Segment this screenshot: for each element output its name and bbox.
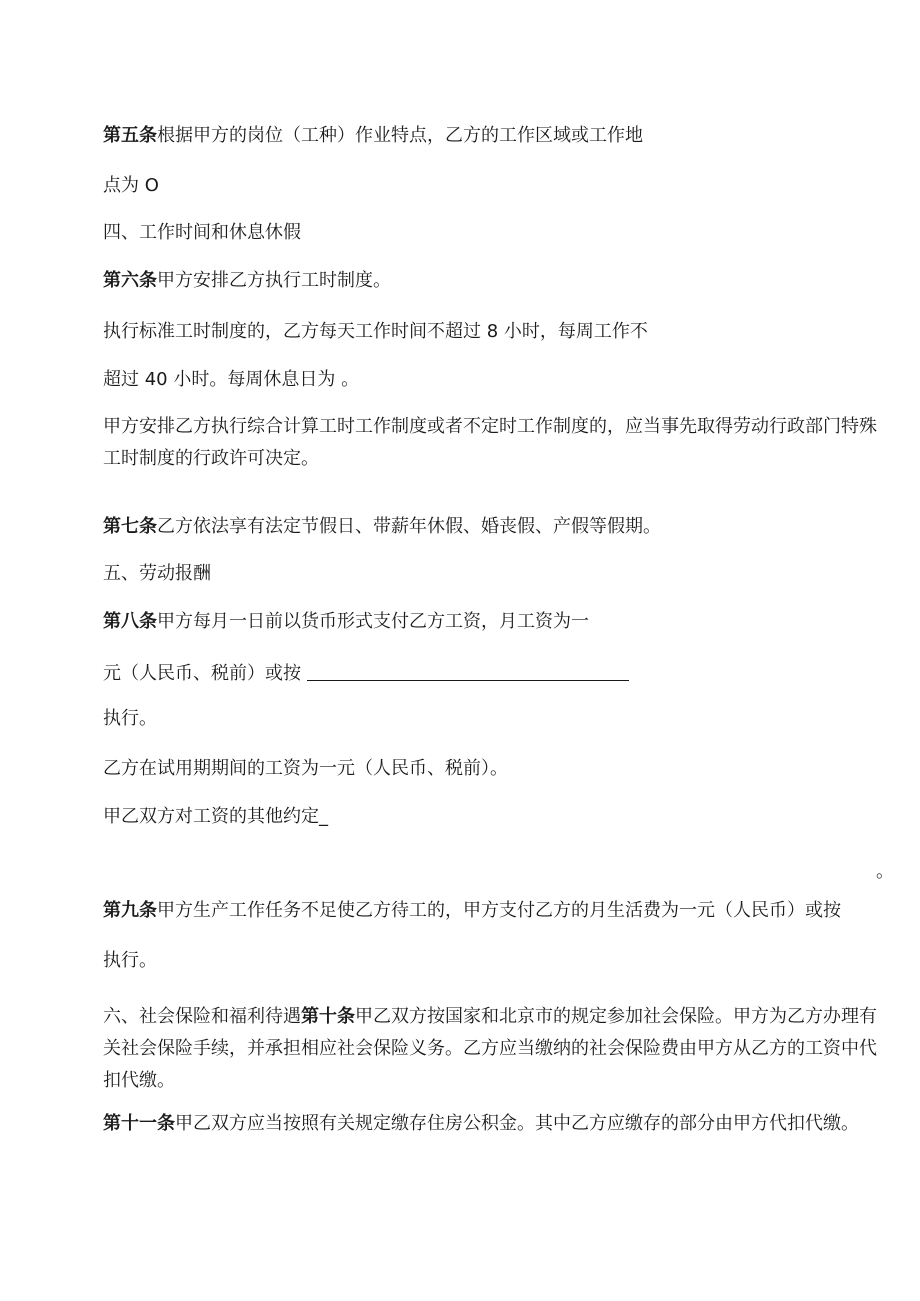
article-8-probation-salary: 乙方在试用期期间的工资为一元（人民币、税前）。 [103, 758, 508, 779]
article-9-execute: 执行。 [103, 950, 157, 971]
article-5-heading: 第五条 [103, 125, 157, 146]
article-8-other-agreement: 甲乙双方对工资的其他约定_ [103, 806, 328, 827]
article-8-text: 甲方每月一日前以货币形式支付乙方工资，月工资为一 [157, 611, 589, 632]
article-8-continuation-text: 元（人民币、税前）或按 [103, 663, 301, 684]
section-5-heading: 五、劳动报酬 [103, 563, 211, 584]
article-10-heading: 第十条 [301, 1006, 355, 1027]
salary-method-blank [307, 660, 629, 681]
article-11-heading: 第十一条 [103, 1113, 175, 1134]
article-7 [103, 515, 661, 539]
article-11 [103, 1112, 859, 1136]
article-8-continuation [103, 660, 629, 686]
article-5-text: 根据甲方的岗位（工种）作业特点，乙方的工作区域或工作地 [157, 125, 643, 146]
article-6-standard-hours: 执行标准工时制度的，乙方每天工作时间不超过 8 小时，每周工作不 [103, 321, 648, 342]
article-11-text: 甲乙双方应当按照有关规定缴存住房公积金。其中乙方应缴存的部分由甲方代扣代缴。 [175, 1113, 859, 1134]
article-8-execute: 执行。 [103, 708, 157, 729]
article-9-text: 甲方生产工作任务不足使乙方待工的，甲方支付乙方的月生活费为一元（人民币）或按 [157, 900, 841, 921]
article-6 [103, 269, 391, 293]
article-6-special-hours: 甲方安排乙方执行综合计算工时工作制度或者不定时工作制度的，应当事先取得劳动行政部门特殊工时制度的行政许可决定。 [103, 416, 877, 469]
article-6-text: 甲方安排乙方执行工时制度。 [157, 270, 391, 291]
article-8 [103, 610, 589, 634]
article-5-continuation: 点为 O [103, 175, 159, 196]
article-7-text: 乙方依法享有法定节假日、带薪年休假、婚丧假、产假等假期。 [157, 516, 661, 537]
article-5 [103, 124, 643, 148]
article-9 [103, 899, 841, 923]
article-9-heading: 第九条 [103, 900, 157, 921]
section-6-heading: 六、社会保险和福利待遇 [103, 1006, 301, 1027]
article-6-heading: 第六条 [103, 270, 157, 291]
section-4-heading: 四、工作时间和休息休假 [103, 222, 301, 243]
article-7-heading: 第七条 [103, 516, 157, 537]
article-10-text: 甲乙双方按国家和北京市的规定参加社会保险。甲方为乙方办理有关社会保险手续，并承担相应社会保险义务。乙方应当缴纳的社会保险费由甲方从乙方的工资中代扣代缴。 [103, 1006, 877, 1091]
article-6-standard-hours-continuation: 超过 40 小时。每周休息日为 。 [103, 369, 360, 390]
article-8-other-agreement-end: 。 [876, 861, 894, 882]
article-8-heading: 第八条 [103, 611, 157, 632]
section-6-article-10 [103, 1001, 893, 1097]
